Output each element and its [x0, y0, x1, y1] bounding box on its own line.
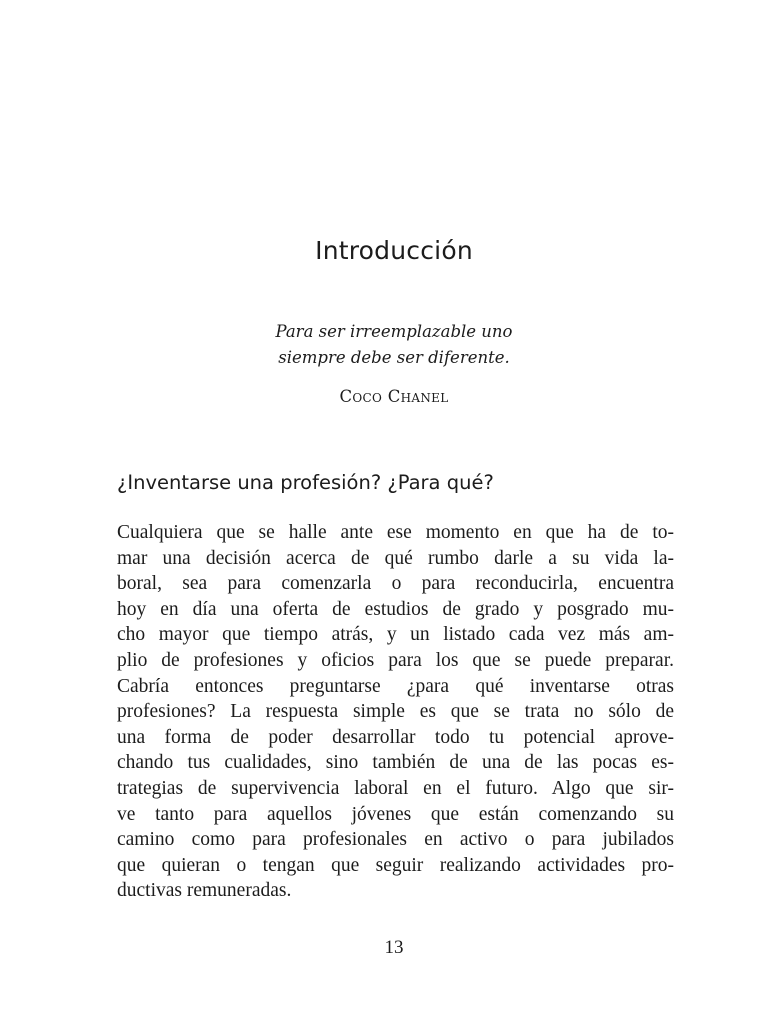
section-heading: ¿Inventarse una profesión? ¿Para qué? — [117, 471, 494, 494]
paragraph-line: chando tus cualidades, sino también de una de las pocas es- — [117, 752, 674, 774]
body-paragraph — [117, 520, 674, 904]
epigraph-author: Coco Chanel — [339, 387, 449, 406]
paragraph-line: plio de profesiones y oficios para los que se puede preparar. — [117, 649, 674, 671]
paragraph-line: hoy en día una oferta de estudios de grado y posgrado mu- — [117, 598, 674, 620]
chapter-title: Introducción — [315, 236, 473, 265]
paragraph-line: boral, sea para comenzarla o para reconducirla, encuentra — [117, 573, 674, 595]
paragraph-line: profesiones? La respuesta simple es que se trata no sólo de — [117, 701, 674, 723]
paragraph-line: que quieran o tengan que seguir realizando actividades pro- — [117, 854, 674, 876]
paragraph-line: una forma de poder desarrollar todo tu potencial aprove- — [117, 726, 674, 748]
paragraph-line: cho mayor que tiempo atrás, y un listado cada vez más am- — [117, 624, 674, 646]
paragraph-line: Cualquiera que se halle ante ese momento en que ha de to- — [117, 522, 674, 543]
epigraph-quote — [0, 319, 768, 371]
paragraph-line: Cabría entonces preguntarse ¿para qué inventarse otras — [117, 675, 674, 697]
paragraph-line: mar una decisión acerca de qué rumbo darle a su vida la- — [117, 547, 674, 569]
epigraph-line: siempre debe ser diferente. — [278, 348, 510, 367]
paragraph-line: camino como para profesionales en activo o para jubilados — [117, 829, 674, 851]
paragraph-line: trategias de supervivencia laboral en el futuro. Algo que sir- — [117, 777, 674, 799]
epigraph-line: Para ser irreemplazable uno — [275, 322, 513, 341]
paragraph-line: ductivas remuneradas. — [117, 880, 292, 902]
page-number: 13 — [384, 937, 404, 958]
paragraph-line: ve tanto para aquellos jóvenes que están comenzando su — [117, 803, 674, 825]
